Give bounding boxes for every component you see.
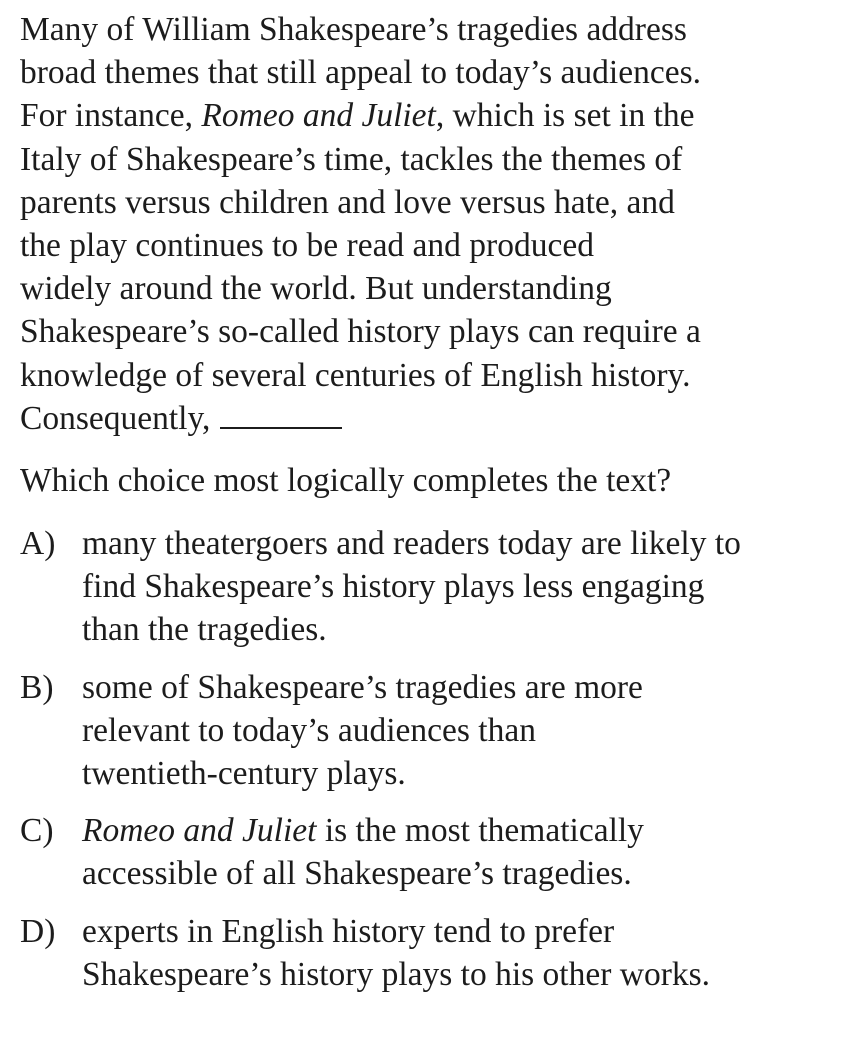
choice-text-line: find Shakespeare’s history plays less engaging	[82, 568, 705, 606]
choice-text: is the most thematically	[316, 812, 644, 850]
passage-line: widely around the world. But understanding	[20, 270, 612, 308]
passage-line	[20, 94, 850, 137]
choice-text-line: Shakespeare’s history plays to his other works.	[82, 955, 711, 993]
passage-line: knowledge of several centuries of English history.	[20, 356, 691, 394]
passage-text: , which is set in the	[435, 97, 695, 135]
choice-text-line: some of Shakespeare’s tragedies are more	[82, 668, 643, 706]
question-prompt: Which choice most logically completes the text?	[20, 461, 672, 499]
choice-a[interactable]	[20, 522, 850, 652]
choice-label: B)	[20, 668, 54, 706]
passage-line: parents versus children and love versus hate, and	[20, 183, 675, 221]
passage-text: Consequently,	[20, 399, 211, 437]
choice-text-line	[82, 809, 850, 852]
passage-line: broad themes that still appeal to today’s audiences.	[20, 54, 701, 92]
play-title: Romeo and Juliet	[201, 97, 436, 135]
play-title: Romeo and Juliet	[82, 812, 317, 850]
choice-c[interactable]	[20, 809, 850, 895]
choice-text-line: relevant to today’s audiences than	[82, 711, 536, 749]
choice-text-line: twentieth-century plays.	[82, 755, 406, 792]
choice-text-line: accessible of all Shakespeare’s tragedies.	[82, 855, 632, 893]
passage-line: Shakespeare’s so-called history plays can require a	[20, 313, 701, 351]
answer-choices	[20, 522, 850, 996]
question-page	[20, 8, 850, 1010]
choice-text-line: many theatergoers and readers today are likely to	[82, 525, 741, 563]
passage-line: Italy of Shakespeare’s time, tackles the themes of	[20, 140, 683, 178]
passage-text: For instance,	[20, 97, 202, 135]
choice-text-line: than the tragedies.	[82, 611, 327, 649]
choice-b[interactable]	[20, 666, 850, 796]
choice-d[interactable]	[20, 910, 850, 996]
passage	[20, 8, 850, 440]
answer-blank	[220, 427, 342, 429]
passage-line	[20, 397, 850, 440]
choice-text-line: experts in English history tend to prefer	[82, 912, 615, 950]
passage-line: the play continues to be read and produced	[20, 226, 594, 264]
choice-label: D)	[20, 912, 56, 950]
choice-label: A)	[20, 525, 56, 563]
passage-line: Many of William Shakespeare’s tragedies address	[20, 11, 687, 48]
choice-label: C)	[20, 812, 54, 850]
